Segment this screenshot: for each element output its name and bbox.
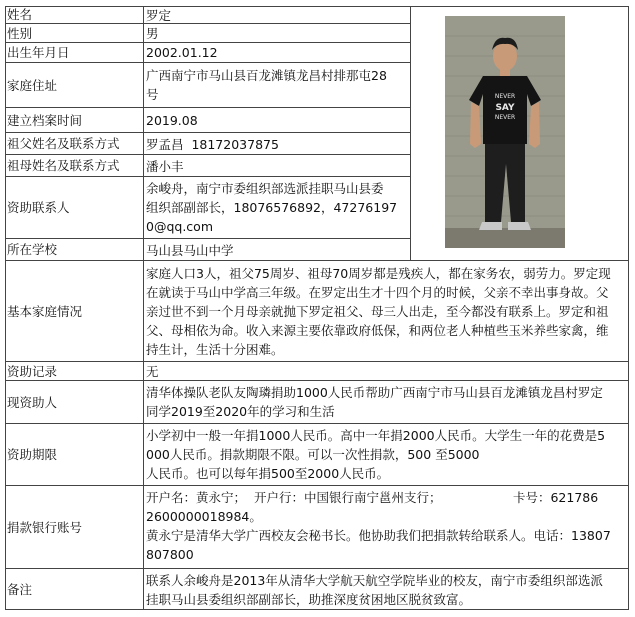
file-date-label: 建立档案时间 <box>5 108 144 133</box>
name-value: 罗定 <box>144 6 411 24</box>
bank-label: 捐款银行账号 <box>5 486 144 569</box>
remark-value <box>144 569 629 610</box>
contact-value <box>144 177 411 239</box>
period-line: 人民币。也可以每年捐500至2000人民币。 <box>146 466 390 481</box>
student-photo <box>445 16 565 248</box>
remark-label: 备注 <box>5 569 144 610</box>
record-value: 无 <box>144 362 629 381</box>
bank-line: 开户名：黄永宁； 开户行：中国银行南宁邕州支行； 卡号：621786 <box>146 490 599 505</box>
bank-line: 2600000018984。 <box>146 509 262 524</box>
period-line: 小学初中一般一年捐1000人民币。高中一年捐2000人民币。大学生一年的花费是5 <box>146 428 606 443</box>
bank-value <box>144 486 629 569</box>
student-profile-table <box>5 6 629 610</box>
sponsor-line: 同学2019至2020年的学习和生活 <box>146 404 335 419</box>
shirt-text-line: SAY <box>495 103 515 113</box>
period-line: 000人民币。捐款期限不限。可以一次性捐款，500 至5000 <box>146 447 480 462</box>
contact-line: 组织部副部长，18076576892，47276197 <box>146 200 398 215</box>
family-line: 在就读于马山中学高三年级。在罗定出生才十四个月的时候，父亲不幸出事身故。父 <box>146 285 609 300</box>
contact-line: 0@qq.com <box>146 219 213 234</box>
bank-line: 807800 <box>146 547 194 562</box>
sponsor-line: 清华体操队老队友陶璘捐助1000人民币帮助广西南宁市马山县百龙滩镇龙昌村罗定 <box>146 385 603 400</box>
gender-value: 男 <box>144 24 411 43</box>
sponsor-label: 现资助人 <box>5 381 144 424</box>
shirt-text-line: NEVER <box>494 93 516 100</box>
bank-line: 黄永宁是清华大学广西校友会秘书长。他协助我们把捐款转给联系人。电话：13807 <box>146 528 611 543</box>
period-label: 资助期限 <box>5 424 144 486</box>
sponsor-value <box>144 381 629 424</box>
address-line: 广西南宁市马山县百龙滩镇龙昌村排那屯28 <box>146 68 387 83</box>
grandmother-label: 祖母姓名及联系方式 <box>5 155 144 177</box>
family-line: 持生计，生活十分困难。 <box>146 342 284 357</box>
school-value: 马山县马山中学 <box>144 239 411 261</box>
file-date-value: 2019.08 <box>144 108 411 133</box>
family-label: 基本家庭情况 <box>5 261 144 362</box>
grandfather-value: 罗孟昌 18172037875 <box>144 133 411 155</box>
shirt-text-line: NEVER <box>494 114 516 121</box>
family-line: 父、母相依为命。收入来源主要依靠政府低保，和两位老人种植些玉米养些家禽，维 <box>146 323 609 338</box>
address-value <box>144 63 411 108</box>
student-photo-cell <box>411 6 629 261</box>
contact-line: 余峻舟，南宁市委组织部选派挂职马山县委 <box>146 181 384 196</box>
family-line: 亲过世不到一个月母亲就抛下罗定祖父、母三人出走，至今都没有联系上。罗定和祖 <box>146 304 609 319</box>
birth-value: 2002.01.12 <box>144 43 411 63</box>
name-label: 姓名 <box>5 6 144 24</box>
record-label: 资助记录 <box>5 362 144 381</box>
period-value <box>144 424 629 486</box>
family-value <box>144 261 629 362</box>
address-label: 家庭住址 <box>5 63 144 108</box>
birth-label: 出生年月日 <box>5 43 144 63</box>
remark-line: 联系人余峻舟是2013年从清华大学航天航空学院毕业的校友，南宁市委组织部选派 <box>146 573 603 588</box>
contact-label: 资助联系人 <box>5 177 144 239</box>
school-label: 所在学校 <box>5 239 144 261</box>
family-line: 家庭人口3人，祖父75周岁、祖母70周岁都是残疾人，都在家务农，弱劳力。罗定现 <box>146 266 611 281</box>
remark-line: 挂职马山县委组织部副部长，助推深度贫困地区脱贫致富。 <box>146 592 472 607</box>
grandfather-label: 祖父姓名及联系方式 <box>5 133 144 155</box>
address-line: 号 <box>146 87 159 102</box>
grandmother-value: 潘小丰 <box>144 155 411 177</box>
gender-label: 性别 <box>5 24 144 43</box>
